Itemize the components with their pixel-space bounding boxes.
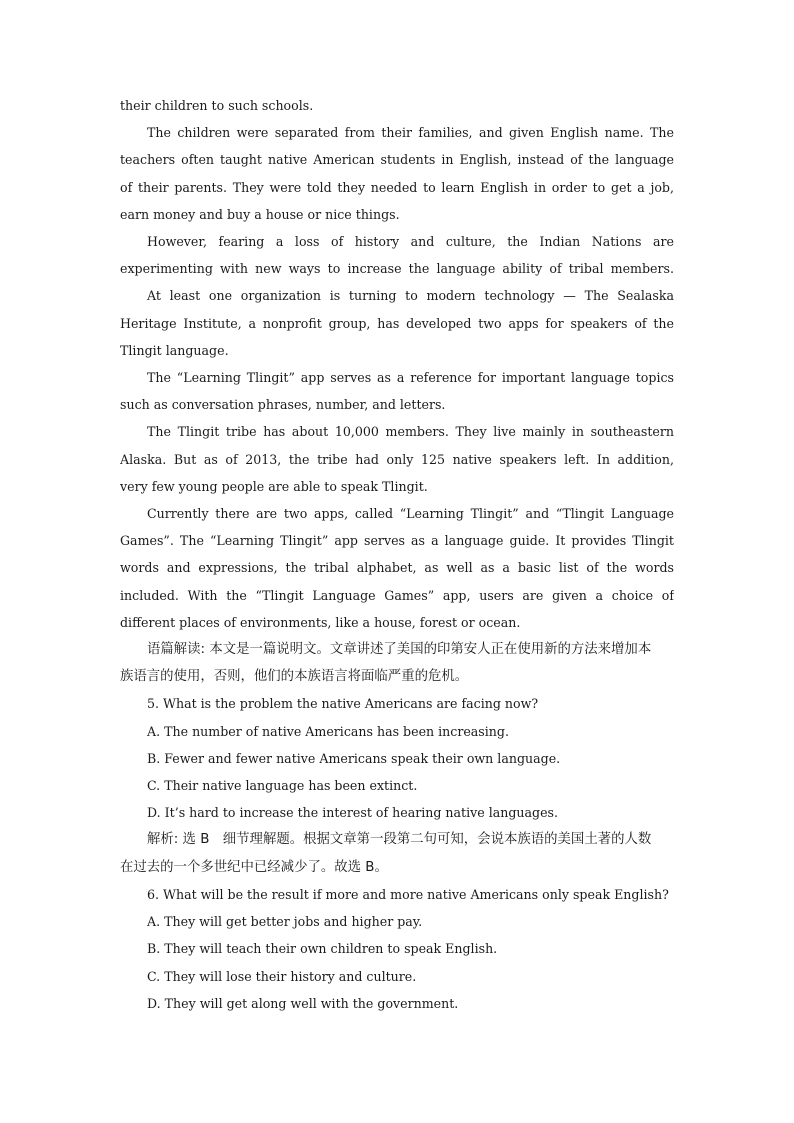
passage-line: However, fearing a loss of history and culture, the Indian Nations are [147, 234, 674, 250]
passage-line: Alaska. But as of 2013, the tribe had only 125 native speakers left. In addition, [120, 451, 674, 467]
question-5-option-d: D. It’s hard to increase the interest of hearing native languages. [147, 805, 559, 821]
passage-line: their children to such schools. [120, 98, 314, 113]
passage-line: Games”. The “Learning Tlingit” app serves as a language guide. It provides Tlingit [120, 533, 674, 549]
passage-line: of their parents. They were told they needed to learn English in order to get a job, [120, 179, 674, 195]
passage-line: earn money and buy a house or nice things. [120, 206, 400, 222]
passage-line: The Tlingit tribe has about 10,000 members. They live mainly in southeastern [147, 424, 674, 440]
question-5-option-a: A. The number of native Americans has been increasing. [147, 723, 509, 739]
question-6-option-a: A. They will get better jobs and higher pay. [147, 914, 423, 930]
passage-line: such as conversation phrases, number, and letters. [120, 397, 446, 413]
question-5-explanation: 解析: 选 B 细节理解题。根据文章第一段第二句可知，会说本族语的美国土著的人数 [147, 832, 652, 848]
analysis-line: 语篇解读: 本文是一篇说明文。文章讲述了美国的印第安人正在使用新的方法来增加本 [147, 642, 652, 658]
passage-line: very few young people are able to speak Tlingit. [120, 478, 428, 494]
analysis-line: 族语言的使用，否则，他们的本族语言将面临严重的危机。 [120, 669, 469, 685]
passage-line: Tlingit language. [120, 342, 229, 358]
question-5-option-b: B. Fewer and fewer native Americans speak their own language. [147, 750, 561, 766]
passage-line: The “Learning Tlingit” app serves as a reference for important language topics [147, 370, 674, 386]
passage-line: Currently there are two apps, called “Learning Tlingit” and “Tlingit Language [147, 506, 674, 522]
passage-line: Heritage Institute, a nonprofit group, has developed two apps for speakers of the [120, 315, 674, 331]
question-5-option-c: C. Their native language has been extinct. [147, 778, 418, 794]
question-5-explanation: 在过去的一个多世纪中已经减少了。故选 B。 [120, 859, 388, 875]
document-page [120, 92, 674, 1017]
passage-line: different places of environments, like a house, forest or ocean. [120, 614, 521, 630]
question-6-option-d: D. They will get along well with the government. [147, 995, 459, 1011]
passage-line: teachers often taught native American students in English, instead of the language [120, 152, 674, 168]
passage-line: included. With the “Tlingit Language Games” app, users are given a choice of [120, 587, 674, 603]
passage-line: At least one organization is turning to modern technology — The Sealaska [147, 288, 674, 304]
passage-line: words and expressions, the tribal alphabet, as well as a basic list of the words [120, 560, 674, 576]
question-6-option-b: B. They will teach their own children to speak English. [147, 941, 498, 957]
passage-line: experimenting with new ways to increase the language ability of tribal members. [120, 261, 674, 277]
question-6-option-c: C. They will lose their history and culture. [147, 968, 417, 984]
passage-line: The children were separated from their families, and given English name. The [147, 125, 674, 141]
question-5-stem: 5. What is the problem the native Americans are facing now? [147, 696, 539, 712]
question-6-stem: 6. What will be the result if more and more native Americans only speak English? [147, 886, 669, 902]
